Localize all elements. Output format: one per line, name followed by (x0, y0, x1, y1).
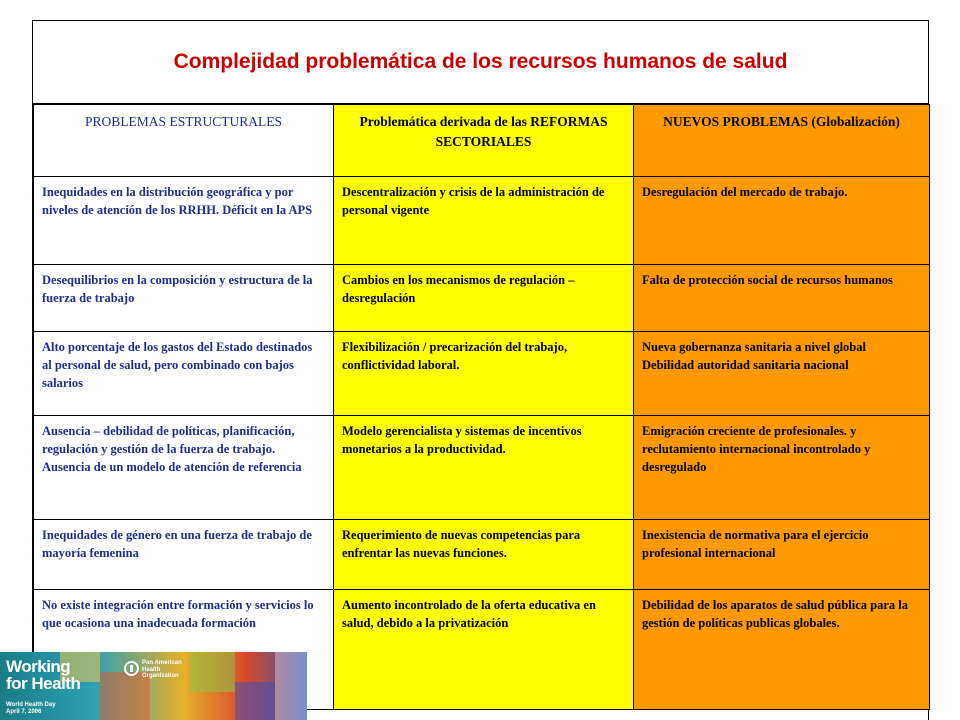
header-structural: PROBLEMAS ESTRUCTURALES (34, 105, 334, 177)
paho-line1: Pan American (142, 660, 182, 666)
cell-new-problems: Inexistencia de normativa para el ejercicio profesional internacional (634, 520, 930, 590)
cell-structural: Desequilibrios en la composición y estructura de la fuerza de trabajo (34, 265, 334, 332)
cell-reforms: Cambios en los mecanismos de regulación – desregulación (334, 265, 634, 332)
logo-sub1: World Health Day (6, 702, 56, 708)
logo-wordmark (6, 658, 80, 692)
paho-line2: Health (142, 666, 161, 673)
cell-structural: Alto porcentaje de los gastos del Estado destinados al personal de salud, pero combinado con bajos salarios (34, 332, 334, 416)
paho-line3: Organization (142, 673, 179, 679)
cell-reforms: Modelo gerencialista y sistemas de incentivos monetarios a la productividad. (334, 416, 634, 520)
cell-structural: Inequidades de género en una fuerza de trabajo de mayoría femenina (34, 520, 334, 590)
cell-new-problems: Emigración creciente de profesionales. y reclutamiento internacional incontrolado y desregulado (634, 416, 930, 520)
table-row (34, 177, 930, 265)
table-row (34, 520, 930, 590)
cell-structural: Inequidades en la distribución geográfica y por niveles de atención de los RRHH. Déficit en la APS (34, 177, 334, 265)
logo-line1: Working (6, 657, 71, 676)
table-row (34, 265, 930, 332)
table-row (34, 416, 930, 520)
working-for-health-logo (0, 652, 307, 720)
cell-reforms: Requerimiento de nuevas competencias para enfrentar las nuevas funciones. (334, 520, 634, 590)
table-row (34, 332, 930, 416)
cell-structural: Ausencia – debilidad de políticas, planificación, regulación y gestión de la fuerza de trabajo. Ausencia de un modelo de atención de referencia (34, 416, 334, 520)
logo-sub2: April 7, 2006 (6, 709, 42, 715)
problems-table (33, 104, 930, 710)
paho-emblem-icon (124, 661, 139, 676)
cell-reforms: Flexibilización / precarización del trabajo, conflictividad laboral. (334, 332, 634, 416)
logo-subtitle (6, 702, 56, 716)
slide-title: Complejidad problemática de los recursos humanos de salud (33, 21, 928, 104)
table-header-row (34, 105, 930, 177)
cell-reforms: Descentralización y crisis de la administración de personal vigente (334, 177, 634, 265)
cell-new-problems: Desregulación del mercado de trabajo. (634, 177, 930, 265)
cell-new-problems: Nueva gobernanza sanitaria a nivel global Debilidad autoridad sanitaria nacional (634, 332, 930, 416)
logo-line2: for Health (6, 674, 81, 693)
header-new-problems: NUEVOS PROBLEMAS (Globalización) (634, 105, 930, 177)
cell-structural: No existe integración entre formación y servicios lo que ocasiona una inadecuada formación (34, 590, 334, 710)
header-reforms: Problemática derivada de las REFORMAS SECTORIALES (334, 105, 634, 177)
slide-frame (32, 20, 929, 720)
cell-reforms: Aumento incontrolado de la oferta educativa en salud, debido a la privatización (334, 590, 634, 710)
paho-wordmark (142, 660, 182, 680)
cell-new-problems: Debilidad de los aparatos de salud pública para la gestión de políticas publicas globales. (634, 590, 930, 710)
cell-new-problems: Falta de protección social de recursos humanos (634, 265, 930, 332)
